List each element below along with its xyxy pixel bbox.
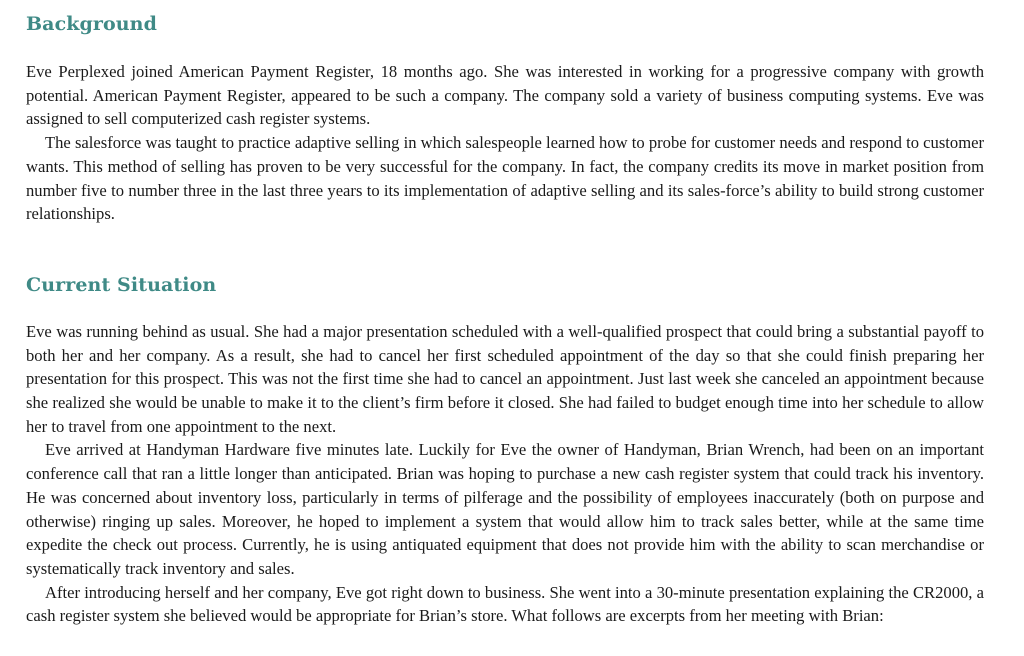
current-situation-paragraph-1: Eve was running behind as usual. She had a major presentation scheduled with a well-qualified prospect that could bring a substantial payoff to both her and her company. As a result, she had to cancel her first scheduled appointment of the day so that she could finish preparing her presentation for this prospect. This was not the first time she had to cancel an appointment. Just last week she canceled an appointment because she realized she would be unable to make it to the client’s firm before it closed. She had failed to budget enough time into her schedule to allow her to travel from one appointment to the next. [26, 321, 984, 436]
background-heading: Background [26, 13, 157, 35]
background-paragraph-2: The salesforce was taught to practice adaptive selling in which salespeople learned how to probe for customer needs and respond to customer wants. This method of selling has proven to be very successful for the company. In fact, the company credits its move in market position from number five to number three in the last three years to its implementation of adaptive selling and its sales-force’s ability to build strong customer relationships. [26, 133, 984, 224]
background-paragraph-1: Eve Perplexed joined American Payment Register, 18 months ago. She was interested in working for a progressive company with growth potential. American Payment Register, appeared to be such a company. The company sold a variety of business computing systems. Eve was assigned to sell computerized cash register systems. [26, 62, 984, 129]
current-situation-paragraph-3: After introducing herself and her company, Eve got right down to business. She went into a 30-minute presentation explaining the CR2000, a cash register system she believed would be appropriate for Brian’s store. What follows are excerpts from her meeting with Brian: [26, 582, 984, 626]
current-situation-section [26, 273, 984, 628]
current-situation-heading: Current Situation [26, 273, 217, 296]
background-section [26, 12, 984, 226]
document [26, 0, 984, 628]
current-situation-paragraph-2: Eve arrived at Handyman Hardware five minutes late. Luckily for Eve the owner of Handyman, Brian Wrench, had been on an important conference call that ran a little longer than anticipated. Brian was hoping to purchase a new cash register system that could track his inventory. He was concerned about inventory loss, particularly in terms of pilferage and the possibility of employees inaccurately (both on purpose and otherwise) ringing up sales. Moreover, he hoped to implement a system that would allow him to track sales better, while at the same time expedite the check out process. Currently, he is using antiquated equipment that does not provide him with the ability to scan merchandise or systematically track inventory and sales. [26, 440, 984, 578]
